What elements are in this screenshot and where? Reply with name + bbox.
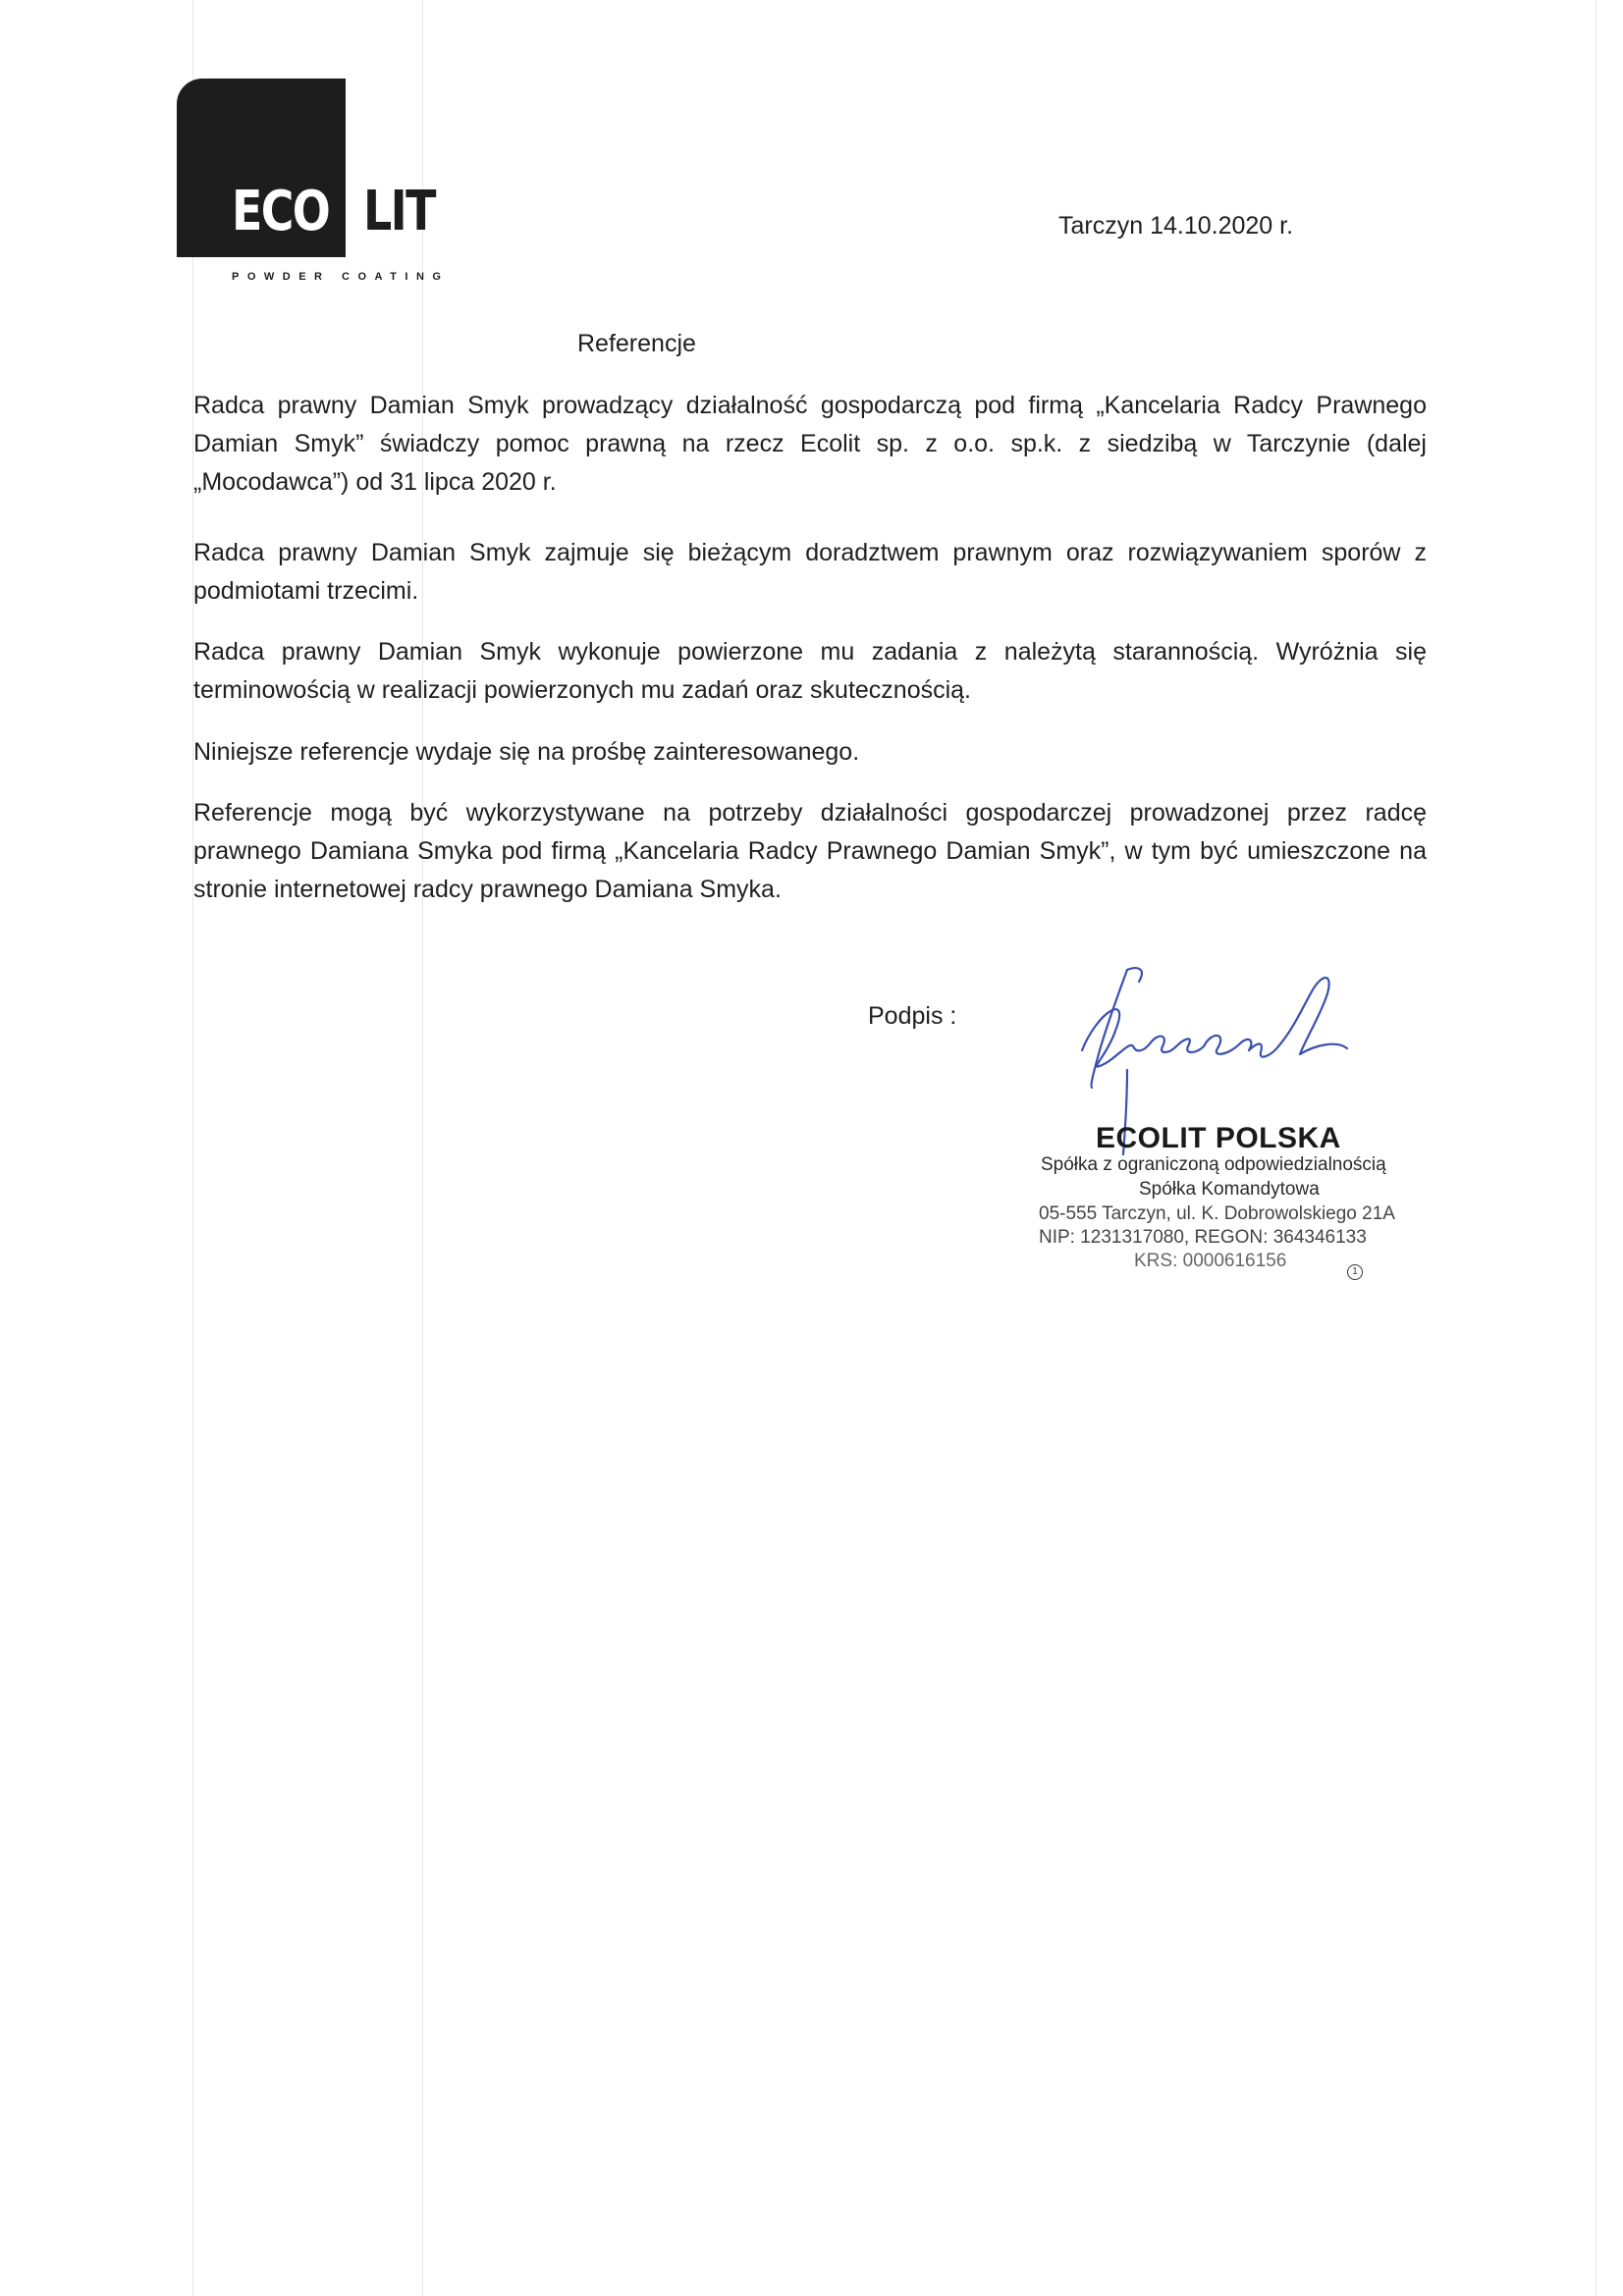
paragraph-5: Referencje mogą być wykorzystywane na potrzeby działalności gospodarczej prowadzonej przez radcę prawnego Damiana Smyka pod firmą „Kancelaria Radcy Prawnego Damian Smyk”, w tym być umieszczone na stronie internetowej radcy prawnego Damiana Smyka. [193,799,1427,903]
signature-label: Podpis : [868,1002,957,1030]
logo-tagline: POWDER COATING [232,271,450,283]
scan-artifact-line [422,0,423,2296]
logo-word-eco: ECO [232,180,330,243]
letter-heading: Referencje [577,330,696,357]
stamp-address: 05-555 Tarczyn, ul. K. Dobrowolskiego 21A [1039,1203,1395,1224]
stamp-circle-mark: 1 [1347,1264,1363,1280]
ecolit-logo [177,79,461,285]
letter-date: Tarczyn 14.10.2020 r. [1058,212,1294,240]
paragraph-4: Niniejsze referencje wydaje się na prośbę zainteresowanego. [193,738,860,766]
logo-word-lit: LIT [363,180,435,243]
stamp-legal-form: Spółka z ograniczoną odpowiedzialnością [1041,1154,1386,1175]
paragraph-1: Radca prawny Damian Smyk prowadzący działalność gospodarczą pod firmą „Kancelaria Radcy Prawnego Damian Smyk” świadczy pomoc prawną na rzecz Ecolit sp. z o.o. sp.k. z siedzibą w Tarczynie (dalej „Mocodawca”) od 31 lipca 2020 r. [193,392,1427,496]
paragraph-3: Radca prawny Damian Smyk wykonuje powierzone mu zadania z należytą starannością. Wyróżnia się terminowością w realizacji powierzonych mu zadań oraz skutecznością. [193,638,1427,704]
scan-artifact-line [192,0,193,2296]
paragraph-2: Radca prawny Damian Smyk zajmuje się bieżącym doradztwem prawnym oraz rozwiązywaniem sporów z podmiotami trzecimi. [193,539,1427,605]
stamp-company-type: Spółka Komandytowa [1139,1179,1320,1200]
stamp-company-name: ECOLIT POLSKA [1096,1122,1341,1154]
stamp-tax-ids: NIP: 1231317080, REGON: 364346133 [1039,1227,1367,1248]
stamp-krs: KRS: 0000616156 [1134,1251,1287,1271]
